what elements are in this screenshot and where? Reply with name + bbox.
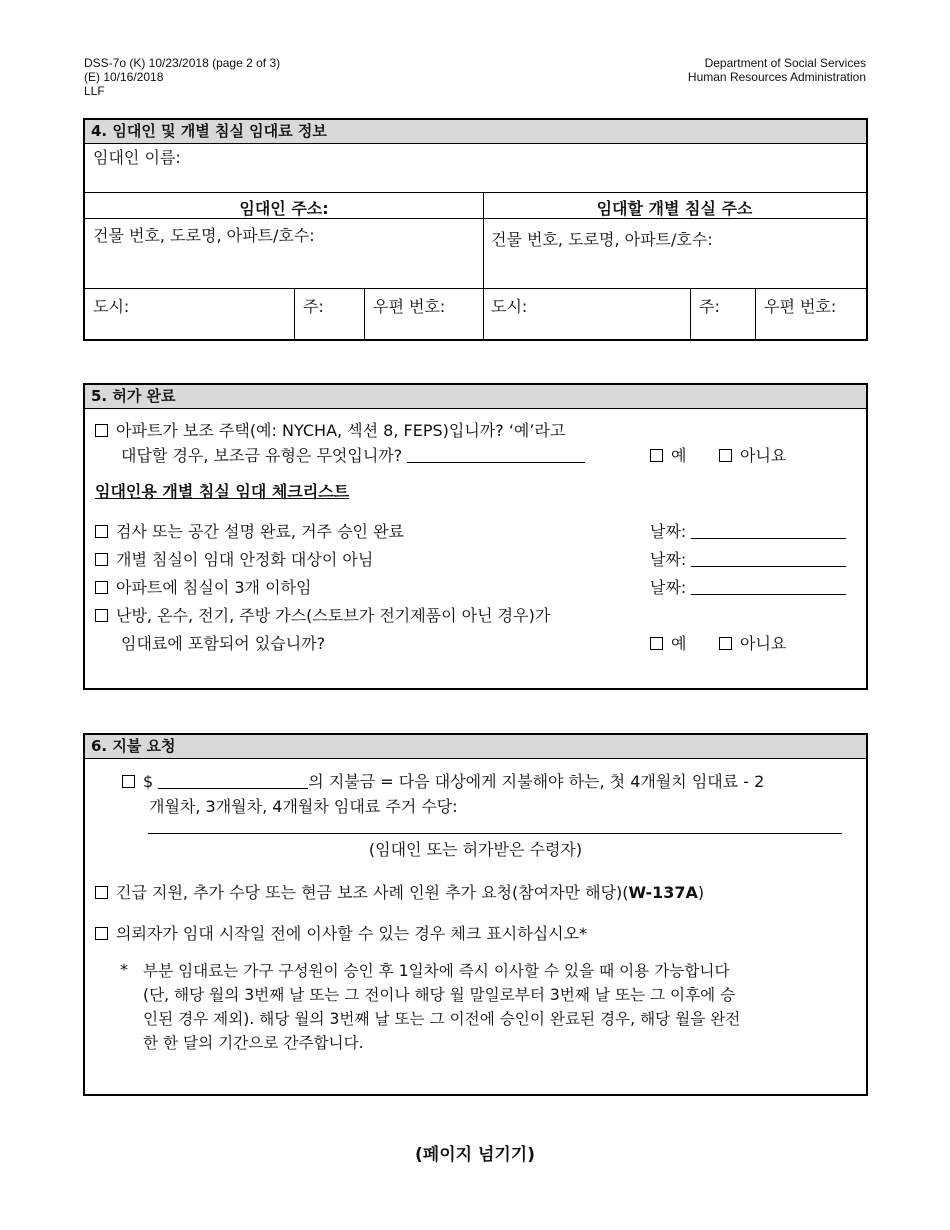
early-move-checkbox[interactable]: [95, 927, 108, 940]
utilities-yes-checkbox[interactable]: [650, 637, 663, 650]
section-landlord-info: [83, 118, 868, 341]
checklist-item: 개별 침실이 임대 안정화 대상이 아님: [95, 547, 373, 570]
utilities-no-option: 아니요: [719, 631, 786, 654]
subsidized-no-option: 아니요: [719, 443, 786, 466]
department-name: Department of Social Services: [704, 56, 866, 70]
inspection-date-field: 날짜:: [650, 519, 846, 542]
note-line-3: 인된 경우 제외). 해당 월의 3번째 날 또는 그 이전에 승인이 완료된 경우, 해당 월을 완전: [143, 1010, 741, 1028]
utilities-question-line1: 난방, 온수, 전기, 주방 가스(스토브가 전기제품이 아닌 경우)가: [95, 603, 550, 626]
bedrooms-date-field: 날짜:: [650, 575, 846, 598]
utilities-yes-option: 예: [650, 631, 686, 654]
english-version-date: (E) 10/16/2018: [84, 70, 164, 84]
payment-amount-blank[interactable]: [158, 774, 308, 789]
landlord-name-field[interactable]: 임대인 이름:: [93, 148, 181, 167]
checklist-title: 임대인용 개별 침실 임대 체크리스트: [95, 482, 350, 501]
form-id: DSS-7o (K) 10/23/2018 (page 2 of 3): [84, 56, 281, 70]
inspection-date-blank[interactable]: [691, 524, 846, 539]
note-line-2: (단, 해당 월의 3번째 날 또는 그 전이나 해당 월 말일로부터 3번째 날 또는 그 이후에 승: [143, 986, 736, 1004]
administration-name: Human Resources Administration: [687, 70, 866, 84]
payee-caption: (임대인 또는 허가받은 수령자): [368, 840, 583, 859]
note-line-4: 한 한 달의 기간으로 간주합니다.: [143, 1034, 364, 1052]
room-address-header: 임대할 개별 침실 주소: [596, 199, 753, 218]
room-city-field[interactable]: 도시:: [491, 297, 528, 316]
emergency-request-checkbox[interactable]: [95, 886, 108, 899]
not-rent-stabilized-checkbox[interactable]: [95, 553, 108, 566]
section-6-title: 6. 지불 요청: [85, 735, 866, 759]
section-5-title: 5. 허가 완료: [85, 385, 866, 409]
form-header-left: [84, 56, 280, 98]
rent-stabilized-date-field: 날짜:: [650, 547, 846, 570]
utilities-checkbox[interactable]: [95, 609, 108, 622]
subsidy-type-blank[interactable]: [407, 448, 585, 463]
subsidized-yes-option: 예: [650, 443, 686, 466]
landlord-street-field[interactable]: 건물 번호, 도로명, 아파트/호수:: [93, 226, 315, 245]
payment-amount-line1: $ 의 지불금 = 다음 대상에게 지불해야 하는, 첫 4개월치 임대료 - 2: [122, 769, 764, 792]
landlord-state-field[interactable]: 주:: [303, 297, 324, 316]
bedrooms-date-blank[interactable]: [691, 580, 846, 595]
inspection-checkbox[interactable]: [95, 525, 108, 538]
section-approval-complete: [83, 383, 868, 690]
room-street-field[interactable]: 건물 번호, 도로명, 아파트/호수:: [491, 230, 713, 249]
utilities-question-line2: 임대료에 포함되어 있습니까?: [121, 634, 326, 653]
subsidized-checkbox[interactable]: [95, 424, 108, 437]
emergency-request-item: 긴급 지원, 추가 수당 또는 현금 보조 사례 인원 추가 요청(참여자만 해당)(W-137A): [95, 880, 704, 903]
utilities-no-checkbox[interactable]: [719, 637, 732, 650]
rent-stabilized-date-blank[interactable]: [691, 552, 846, 567]
room-zip-field[interactable]: 우편 번호:: [764, 297, 837, 316]
note-line-1: 부분 임대료는 가구 구성원이 승인 후 1일차에 즉시 이사할 수 있을 때 이용 가능합니다: [143, 962, 730, 980]
turn-page-note: (페이지 넘기기): [415, 1145, 535, 1165]
subsidized-no-checkbox[interactable]: [719, 449, 732, 462]
subsidized-question-line1: 아파트가 보조 주택(예: NYCHA, 섹션 8, FEPS)입니까? ‘예’라고: [95, 418, 565, 441]
checklist-item: 아파트에 침실이 3개 이하임: [95, 575, 311, 598]
landlord-city-field[interactable]: 도시:: [93, 297, 130, 316]
room-state-field[interactable]: 주:: [699, 297, 720, 316]
early-move-item: 의뢰자가 임대 시작일 전에 이사할 수 있는 경우 체크 표시하십시오*: [95, 921, 587, 944]
payment-amount-line2: 개월차, 3개월차, 4개월차 임대료 주거 수당:: [149, 797, 458, 816]
form-header-right: [688, 56, 866, 84]
checklist-item: 검사 또는 공간 설명 완료, 거주 승인 완료: [95, 519, 404, 542]
section-4-title: 4. 임대인 및 개별 침실 임대료 정보: [85, 120, 866, 144]
payment-checkbox[interactable]: [122, 775, 135, 788]
subsidized-yes-checkbox[interactable]: [650, 449, 663, 462]
landlord-address-header: 임대인 주소:: [239, 199, 329, 218]
payee-signature-line[interactable]: [148, 833, 842, 834]
three-bedrooms-checkbox[interactable]: [95, 581, 108, 594]
form-code: LLF: [84, 84, 105, 98]
subsidized-question-line2: 대답할 경우, 보조금 유형은 무엇입니까?: [121, 443, 585, 466]
section-payment-request: [83, 733, 868, 1096]
landlord-zip-field[interactable]: 우편 번호:: [373, 297, 446, 316]
note-asterisk: *: [120, 960, 128, 979]
